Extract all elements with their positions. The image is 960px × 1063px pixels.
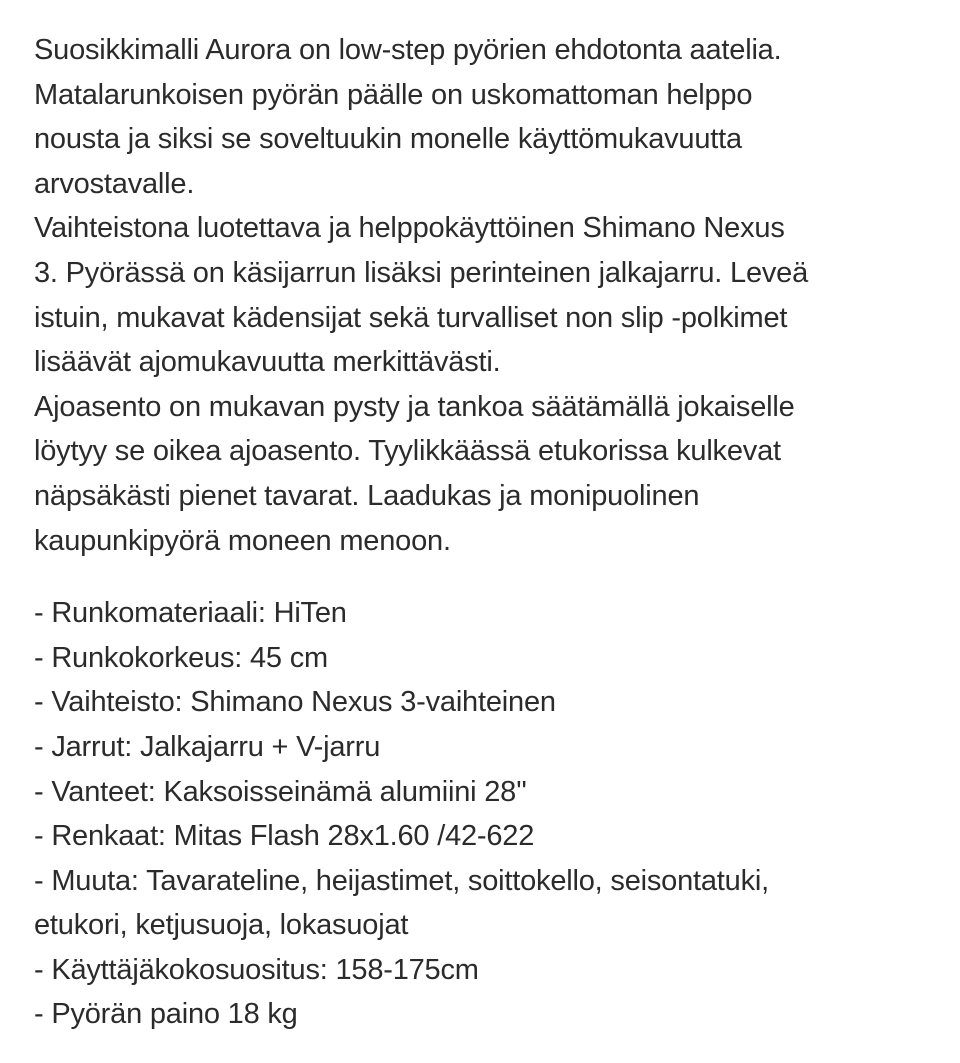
description-paragraph-2 <box>34 206 934 384</box>
spec-item-gears: - Vaihteisto: Shimano Nexus 3-vaihteinen <box>34 686 556 719</box>
text-line: Suosikkimalli Aurora on low-step pyörien ehdotonta aatelia. <box>34 34 782 66</box>
text-line: kaupunkipyörä moneen menoon. <box>34 524 451 557</box>
spec-item-frame-material: - Runkomateriaali: HiTen <box>34 597 347 630</box>
paragraph-spacer <box>34 563 934 591</box>
text-line: Vaihteistona luotettava ja helppokäyttöinen Shimano Nexus <box>34 212 785 245</box>
text-line: lisäävät ajomukavuutta merkittävästi. <box>34 346 501 379</box>
spec-item-rider-height: - Käyttäjäkokosuositus: 158-175cm <box>34 953 479 986</box>
spec-item-frame-height: - Runkokorkeus: 45 cm <box>34 641 328 674</box>
text-line: näpsäkästi pienet tavarat. Laadukas ja monipuolinen <box>34 479 700 512</box>
description-paragraph-1 <box>34 28 934 206</box>
spec-item-rims: - Vanteet: Kaksoisseinämä alumiini 28'' <box>34 775 527 808</box>
spec-item-other-continued: etukori, ketjusuoja, lokasuojat <box>34 909 409 942</box>
spec-list <box>34 591 934 1037</box>
text-line: Ajoasento on mukavan pysty ja tankoa säätämällä jokaiselle <box>34 390 795 423</box>
text-line: istuin, mukavat kädensijat sekä turvalliset non slip -polkimet <box>34 301 788 334</box>
text-line: löytyy se oikea ajoasento. Tyylikkäässä etukorissa kulkevat <box>34 435 781 468</box>
text-line: Matalarunkoisen pyörän päälle on uskomattoman helppo <box>34 78 753 111</box>
text-line: arvostavalle. <box>34 167 195 200</box>
spec-item-tires: - Renkaat: Mitas Flash 28x1.60 /42-622 <box>34 820 535 853</box>
spec-item-weight: - Pyörän paino 18 kg <box>34 998 298 1031</box>
text-line: 3. Pyörässä on käsijarrun lisäksi perinteinen jalkajarru. Leveä <box>34 256 809 289</box>
text-line: nousta ja siksi se soveltuukin monelle käyttömukavuutta <box>34 123 742 156</box>
description-paragraph-3 <box>34 385 934 563</box>
spec-item-other: - Muuta: Tavarateline, heijastimet, soittokello, seisontatuki, <box>34 864 769 897</box>
product-description <box>34 28 934 1037</box>
spec-item-brakes: - Jarrut: Jalkajarru + V-jarru <box>34 730 381 763</box>
